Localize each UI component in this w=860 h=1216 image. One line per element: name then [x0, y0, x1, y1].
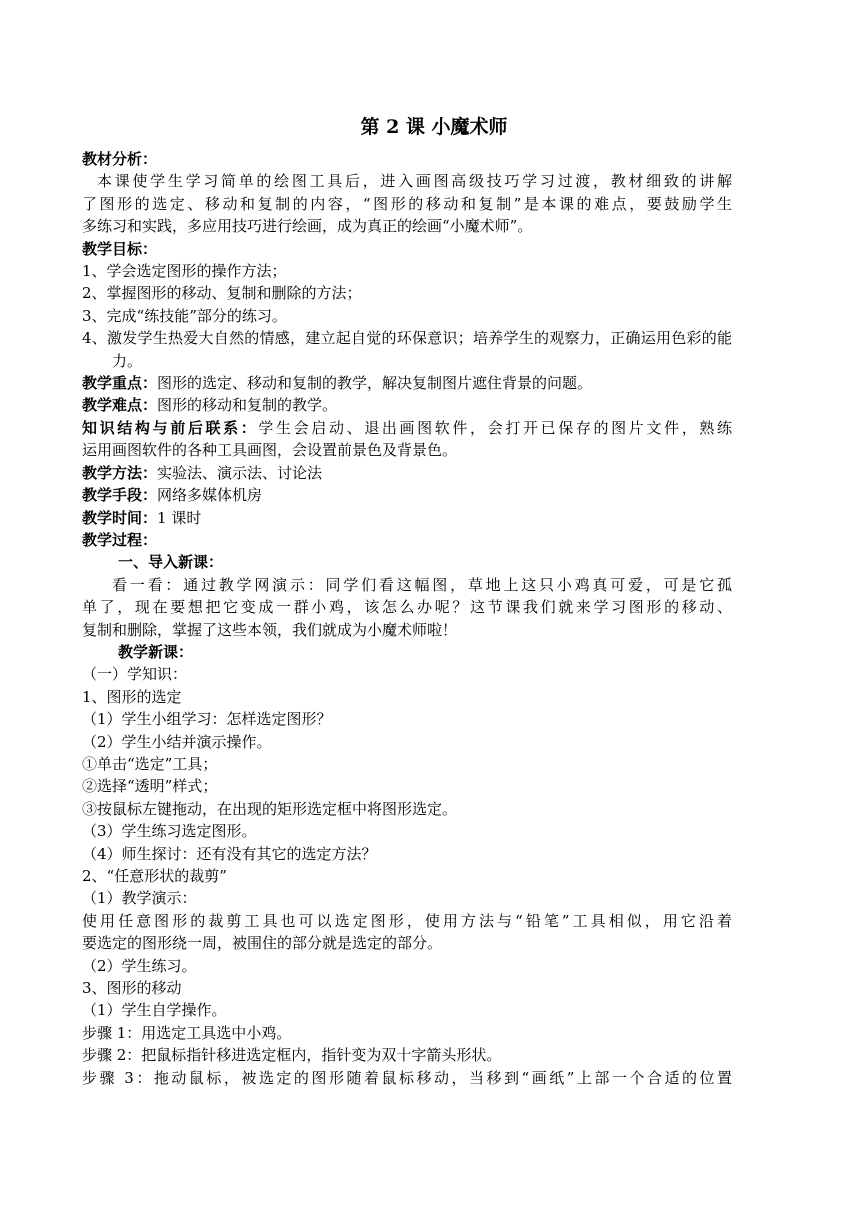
page-title: 第 2 课 小魔术师: [360, 116, 508, 138]
teaching-means: [82, 484, 732, 506]
means-label: 教学手段：: [82, 486, 158, 505]
goals-heading: 教学目标：: [82, 239, 158, 258]
key-point-text: 图形的选定、移动和复制的教学，解决复制图片遮住背景的问题。: [157, 374, 593, 393]
analysis-line: 本课使学生学习简单的绘图工具后，进入画图高级技巧学习过渡，教材细致的讲解: [97, 172, 732, 191]
process-line: （3）学生练习选定图形。: [82, 822, 257, 841]
analysis-heading: 教材分析：: [82, 150, 158, 168]
key-point-label: 教学重点：: [82, 374, 158, 393]
crop-line: 要选定的图形绕一周，被围住的部分就是选定的部分。: [82, 934, 443, 953]
process-line: （2）学生小结并演示操作。: [82, 732, 272, 751]
means-text: 网络多媒体机房: [157, 486, 263, 505]
process-heading: 教学过程：: [82, 530, 158, 549]
process-line: ①单击“选定”工具；: [82, 754, 218, 773]
analysis-line: 了图形的选定、移动和复制的内容，“图形的移动和复制”是本课的难点，要鼓励学生: [82, 194, 732, 213]
crop-line: 使用任意图形的裁剪工具也可以选定图形，使用方法与“铅笔”工具相似，用它沿着: [82, 911, 732, 930]
analysis-line: 多练习和实践，多应用技巧进行绘画，成为真正的绘画“小魔术师”。: [82, 217, 533, 236]
knowledge: [82, 417, 732, 439]
process-line: 步骤 3：拖动鼠标，被选定的图形随着鼠标移动，当移到“画纸”上部一个合适的位置: [82, 1068, 732, 1087]
process-line: 1、图形的选定: [82, 687, 182, 706]
process-line: 步骤 1：用选定工具选中小鸡。: [82, 1023, 292, 1042]
intro-line: 复制和删除，掌握了这些本领，我们就成为小魔术师啦！: [82, 620, 458, 639]
knowledge-text: 学生会启动、退出画图软件，会打开已保存的图片文件，熟练: [258, 418, 732, 437]
method-label: 教学方法：: [82, 463, 158, 482]
method-text: 实验法、演示法、讨论法: [157, 463, 323, 482]
teaching-method: [82, 462, 732, 484]
goal-item: 3、完成“练技能”部分的练习。: [82, 306, 287, 325]
process-line: （1）学生小组学习：怎样选定图形？: [82, 710, 332, 729]
difficulty-label: 教学难点：: [82, 396, 158, 415]
time-label: 教学时间：: [82, 508, 158, 527]
process-line: （一）学知识：: [82, 665, 188, 684]
process-line: （1）教学演示：: [82, 889, 197, 908]
new-lesson-heading: 教学新课：: [118, 642, 194, 661]
key-point: [82, 372, 732, 394]
process-line: ③按鼠标左键拖动，在出现的矩形选定框中将图形选定。: [82, 799, 458, 818]
goal-item: 1、学会选定图形的操作方法；: [82, 262, 287, 281]
difficulty-text: 图形的移动和复制的教学。: [157, 396, 338, 415]
process-line: （2）学生练习。: [82, 956, 197, 975]
teaching-time: [82, 507, 732, 529]
process-line: （1）学生自学操作。: [82, 1001, 227, 1020]
intro-line: 单了，现在要想把它变成一群小鸡，该怎么办呢？这节课我们就来学习图形的移动、: [82, 598, 732, 617]
goal-item: 4、激发学生热爱大自然的情感，建立起自觉的环保意识；培养学生的观察力，正确运用色彩的能力。: [82, 329, 732, 370]
document-page: [82, 112, 732, 1089]
knowledge-label: 知识结构与前后联系：: [82, 418, 259, 437]
knowledge-line: 运用画图软件的各种工具画图，会设置前景色及背景色。: [82, 441, 458, 460]
process-line: ②选择“透明”样式；: [82, 777, 218, 796]
process-line: 步骤 2：把鼠标指针移进选定框内，指针变为双十字箭头形状。: [82, 1046, 502, 1065]
process-line: （4）师生探讨：还有没有其它的选定方法？: [82, 844, 377, 863]
process-line: 2、“任意形状的裁剪”: [82, 867, 227, 885]
difficulty: [82, 394, 732, 416]
time-text: 1 课时: [157, 508, 202, 527]
intro-heading: 一、导入新课：: [118, 553, 224, 572]
intro-line: 看一看：通过教学网演示：同学们看这幅图，草地上这只小鸡真可爱，可是它孤: [112, 575, 732, 594]
goal-item: 2、掌握图形的移动、复制和删除的方法；: [82, 284, 362, 303]
process-line: 3、图形的移动: [82, 979, 182, 998]
